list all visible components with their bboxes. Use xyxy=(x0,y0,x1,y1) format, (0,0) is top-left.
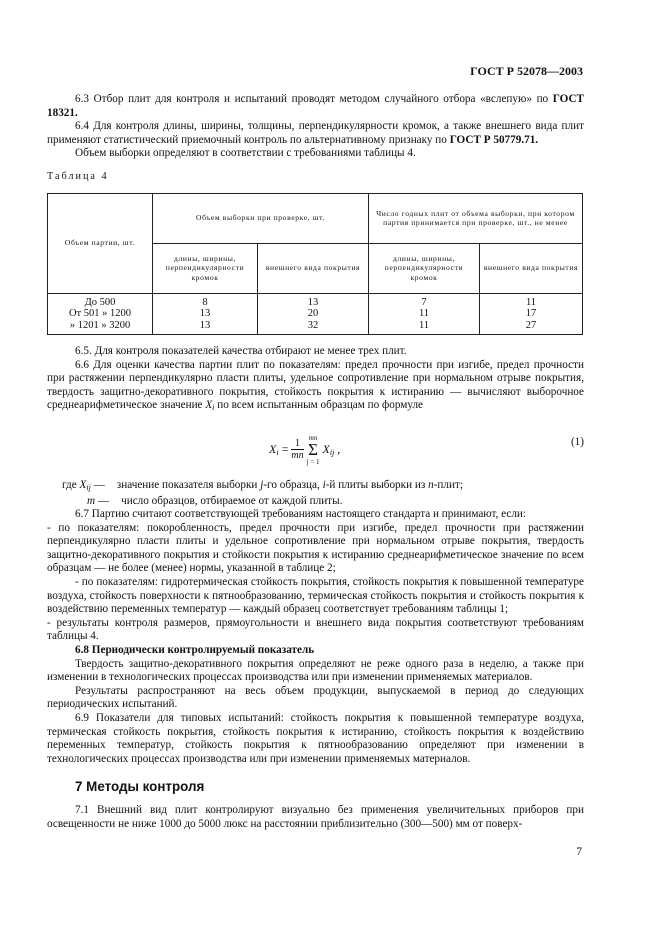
header-sample-size: Объем выборки при проверке, шт. xyxy=(153,193,369,243)
formula-fraction: $\frac{1}{mn}$ xyxy=(291,438,304,462)
header-lot-size: Объем партии, шт. xyxy=(48,193,153,293)
table-row xyxy=(48,308,583,320)
list-item: - по показателям: покоробленность, предел прочности при изгибе, предел прочности при растяжении перпендикулярно пласти плиты и удельное сопротивление при нормальном отрыве покрытия, твердость защитно-декоративного покрытия и стойкости покрытия к истиранию среднеарифметическое значение по всем образцам — не более (менее) нормы, указанной в таблице 2; xyxy=(47,521,584,575)
table-cell: 11 xyxy=(480,293,583,308)
subheader-dims: длины, ширины, перпендикулярности кромок xyxy=(369,243,480,293)
table-cell: 13 xyxy=(153,320,258,334)
table-cell: 20 xyxy=(258,308,369,320)
table-cell: 13 xyxy=(258,293,369,308)
table-cell: 32 xyxy=(258,320,369,334)
table-4 xyxy=(47,193,583,335)
subheader-appearance: внешнего вида покрытия xyxy=(258,243,369,293)
paragraph-6-6: 6.6 Для оценки качества партии плит по показателям: предел прочности при изгибе, предел прочности при растяжении перпендикулярно пласти плиты, удельное сопротивление при нормальном отрыве покрытия, твердость защитно-декоративного покрытия, стойкость покрытия к истиранию — вычисляют выборочное среднеарифметическое значение $X_i$ по всем испытанным образцам по формуле xyxy=(47,358,584,413)
table-cell: От 501 » 1200 xyxy=(48,308,153,320)
paragraph-6-7: 6.7 Партию считают соответствующей требованиям настоящего стандарта и принимают, если: xyxy=(75,508,527,521)
table-cell: 11 xyxy=(369,320,480,334)
table-cell: 13 xyxy=(153,308,258,320)
document-body xyxy=(47,93,584,831)
section-heading-7: 7 Методы контроля xyxy=(75,779,205,795)
table-cell: До 500 xyxy=(48,293,153,308)
standard-ref: ГОСТ Р 50779.71. xyxy=(449,133,539,146)
paragraph-7-1: 7.1 Внешний вид плит контролируют визуально без применения увеличительных приборов при освещенности не ниже 1000 до 5000 люкс на расстоянии приблизительно (300—500) мм от поверх- xyxy=(47,803,584,830)
paragraph-6-4: 6.4 Для контроля длины, ширины, толщины, перпендикулярности кромок, а также внешнего вида плит применяют статистический приемочный контроль по альтернативному признаку по ГОСТ Р 50779.71. xyxy=(47,120,584,146)
formula-1 xyxy=(47,421,584,473)
paragraph-6-5: 6.5. Для контроля показателей качества отбирают не менее трех плит. xyxy=(75,344,407,357)
list-item: - по показателям: гидротермическая стойкость покрытия, стойкость покрытия к повышенной температуре воздуха, стойкость поверхности к пятнообразованию, термическая стойкость покрытия и стойкость покрытия к воздействию переменных температур — каждый образец соответствует требованиям таблицы 1; xyxy=(47,576,584,616)
table-row xyxy=(48,293,583,308)
page-number: 7 xyxy=(576,846,582,858)
table-caption: Таблица 4 xyxy=(47,170,109,182)
table-cell: 8 xyxy=(153,293,258,308)
formula-number: (1) xyxy=(570,435,584,448)
formula-definitions xyxy=(47,479,584,508)
table-cell: 11 xyxy=(369,308,480,320)
table-row xyxy=(48,320,583,334)
formula-expression: $X_i$ = $\frac{1}{mn}$ mn Σ $j = 1X_{ij}$ , xyxy=(269,433,341,466)
standard-ref: ГОСТ 18321. xyxy=(47,93,584,119)
subheader-dims: длины, ширины, перпендикулярности кромок xyxy=(153,243,258,293)
paragraph-sample-size: Объем выборки определяют в соответствии с требованиями таблицы 4. xyxy=(75,147,416,160)
heading-6-8: 6.8 Периодически контролируемый показатель xyxy=(75,644,315,657)
paragraph-6-8a: Твердость защитно-декоративного покрытия определяют не реже одного раза в неделю, а также при изменении в технологических процессах производства или при изменении применяемых материалов. xyxy=(47,657,584,684)
paragraph-6-8b: Результаты распространяют на весь объем продукции, выпускаемой в период до следующих периодических испытаний. xyxy=(47,684,584,711)
paragraph-6-3: 6.3 Отбор плит для контроля и испытаний проводят методом случайного отбора «вслепую» по ГОСТ 18321. xyxy=(47,93,584,119)
paragraph-6-9: 6.9 Показатели для типовых испытаний: стойкость покрытия к повышенной температуре воздуха, термическая стойкость покрытия, стойкость покрытия к истиранию, стойкость покрытия к воздействию переменных температур, стойкость покрытия к пятнообразованию определяют при изменении в технологических процессах производства или при изменении применяемых материалов. xyxy=(47,712,584,765)
list-item: - результаты контроля размеров, прямоугольности и внешнего вида покрытия соответствуют требованиям таблицы 4. xyxy=(47,616,584,643)
table-cell: 17 xyxy=(480,308,583,320)
header-accept-count: Число годных плит от объема выборки, при котором партия принимается при проверке, шт., не менее xyxy=(369,193,583,243)
summation-sign: mn Σ j = 1 xyxy=(306,433,320,466)
table-cell: » 1201 » 3200 xyxy=(48,320,153,334)
table-cell: 7 xyxy=(369,293,480,308)
definition-xij: где $X_{ij}$ — значение показателя выборки j-го образца, i-й плиты выборки из n-плит; xyxy=(62,478,463,492)
definition-m: m — число образцов, отбираемое от каждой плиты. xyxy=(87,494,343,507)
subheader-appearance: внешнего вида покрытия xyxy=(480,243,583,293)
table-cell: 27 xyxy=(480,320,583,334)
standard-header: ГОСТ Р 52078—2003 xyxy=(470,64,583,78)
